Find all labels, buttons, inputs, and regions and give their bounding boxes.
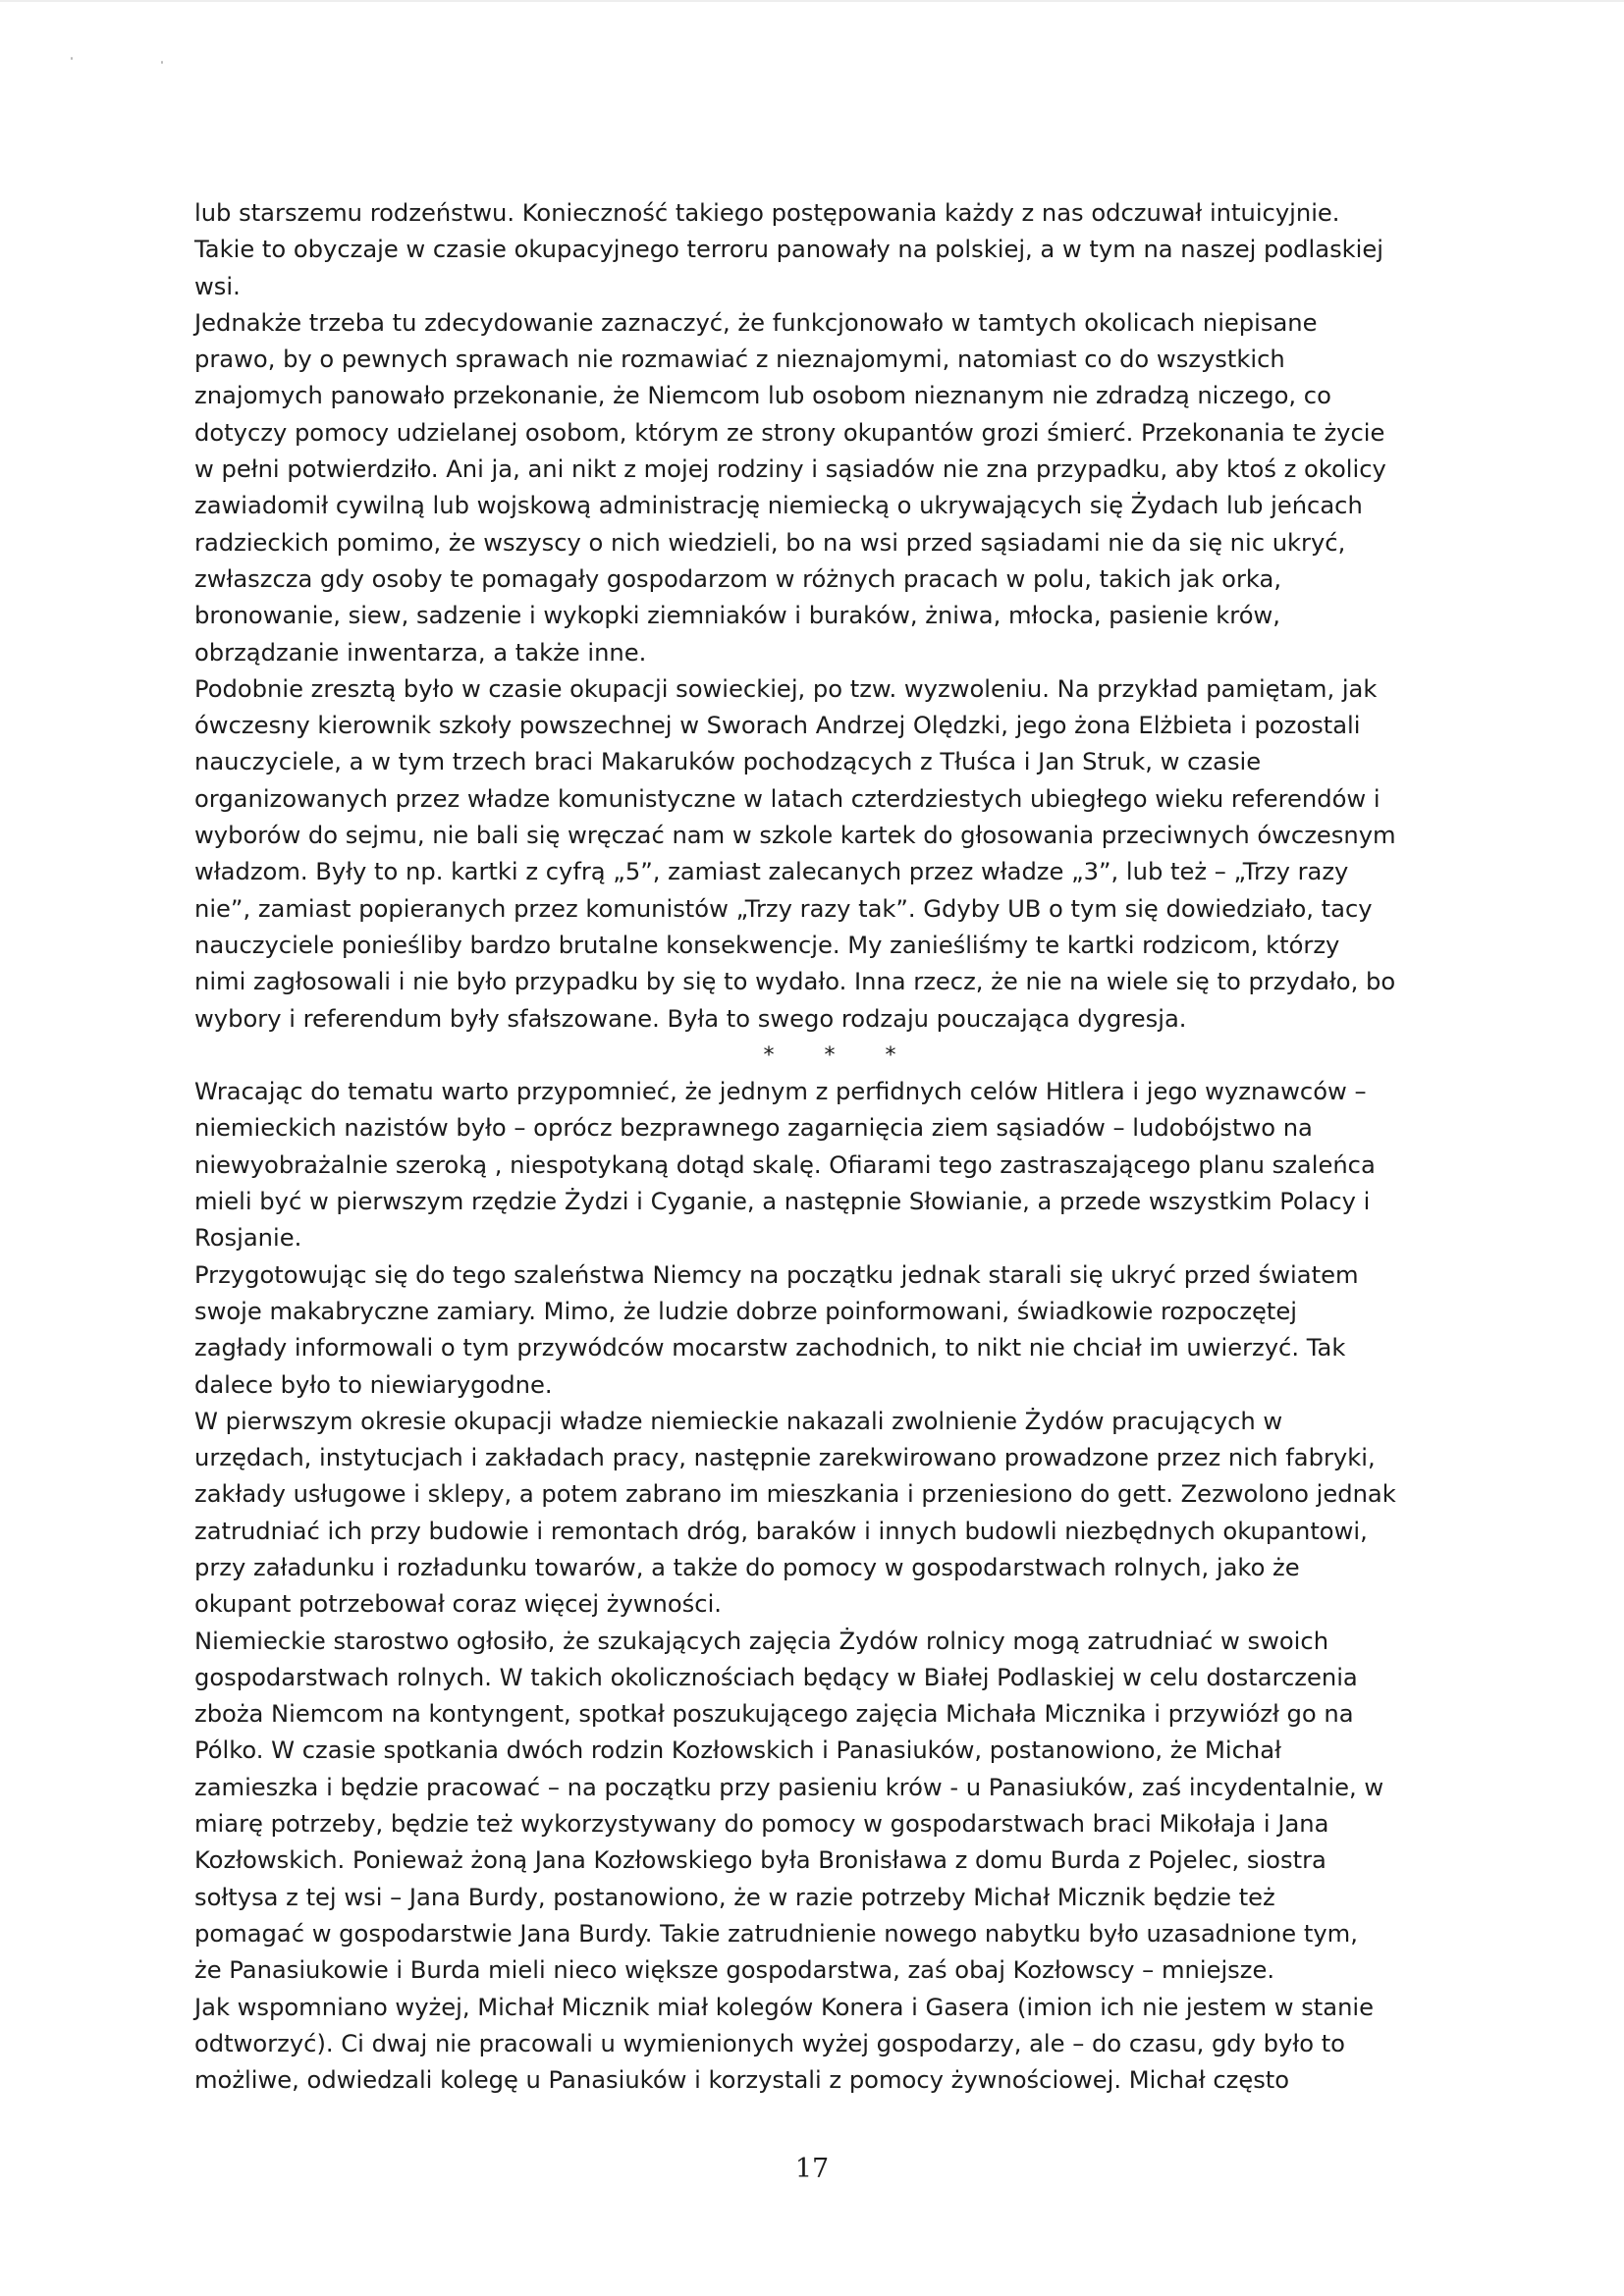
section-separator: * * * (763, 1042, 918, 1068)
paragraph-2: Jednakże trzeba tu zdecydowanie zaznaczyć, że funkcjonowało w tamtych okolicach niepisane prawo, by o pewnych sprawach nie rozmawiać z nieznajomymi, natomiast co do wszystkich znajomych panowało przekonanie, że Niemcom lub osobom nieznanym nie zdradzą niczego, co dotyczy pomocy udzielanej osobom, którym ze strony okupantów grozi śmierć. Przekonania te życie w pełni potwierdziło. Ani ja, ani nikt z mojej rodziny i sąsiadów nie zna przypadku, aby ktoś z okolicy zawiadomił cywilną lub wojskową administrację niemiecką o ukrywających się Żydach lub jeńcach radzieckich pomimo, że wszyscy o nich wiedzieli, bo na wsi przed sąsiadami nie da się nic ukryć, zwłaszcza gdy osoby te pomagały gospodarzom w różnych pracach w polu, takich jak orka, bronowanie, siew, sadzenie i wykopki ziemniaków i buraków, żniwa, młocka, pasienie krów, obrządzanie inwentarza, a także inne. (194, 308, 1386, 667)
paragraph-3: Podobnie zresztą było w czasie okupacji sowieckiej, po tzw. wyzwoleniu. Na przykład pamiętam, jak ówczesny kierownik szkoły powszechnej w Sworach Andrzej Olędzki, jego żona Elżbieta i pozostali nauczyciele, a w tym trzech braci Makaruków pochodzących z Tłuśca i Jan Struk, w czasie organizowanych przez władze komunistyczne w latach czterdziestych ubiegłego wieku referendów i wyborów do sejmu, nie bali się wręczać nam w szkole kartek do głosowania przeciwnych ówczesnym władzom. Były to np. kartki z cyfrą „5”, zamiast zalecanych przez władze „3”, lub też – „Trzy razy nie”, zamiast popieranych przez komunistów „Trzy razy tak”. Gdyby UB o tym się dowiedziało, tacy nauczyciele ponieśliby bardzo brutalne konsekwencje. My zanieśliśmy te kartki rodzicom, którzy nimi zagłosowali i nie było przypadku by się to wydało. Inna rzecz, że nie na wiele się to przydało, bo wybory i referendum były sfałszowane. Była to swego rodzaju pouczająca dygresja. (194, 674, 1396, 1033)
paragraph-6: W pierwszym okresie okupacji władze niemieckie nakazali zwolnienie Żydów pracujących w urzędach, instytucjach i zakładach pracy, następnie zarekwirowano prowadzone przez nich fabryki, zakłady usługowe i sklepy, a potem zabrano im mieszkania i przeniesiono do gett. Zezwolono jednak zatrudniać ich przy budowie i remontach dróg, baraków i innych budowli niezbędnych okupantowi, przy załadunku i rozładunku towarów, a także do pomocy w gospodarstwach rolnych, jako że okupant potrzebował coraz więcej żywności. (194, 1407, 1396, 1619)
body-text (194, 195, 1461, 2099)
paragraph-5: Przygotowując się do tego szaleństwa Niemcy na początku jednak starali się ukryć przed światem swoje makabryczne zamiary. Mimo, że ludzie dobrze poinformowani, świadkowie rozpoczętej zagłady informowali o tym przywódców mocarstw zachodnich, to nikt nie chciał im uwierzyć. Tak dalece było to niewiarygodne. (194, 1260, 1359, 1399)
paragraph-8: Jak wspomniano wyżej, Michał Micznik miał kolegów Konera i Gasera (imion ich nie jestem w stanie odtworzyć). Ci dwaj nie pracowali u wymienionych wyżej gospodarzy, ale – do czasu, gdy było to możliwe, odwiedzali kolegę u Panasiuków i korzystali z pomocy żywnościowej. Michał często (194, 1993, 1375, 2095)
scan-top-edge (0, 0, 1624, 2)
scan-speck (71, 57, 73, 60)
paragraph-7: Niemieckie starostwo ogłosiło, że szukających zajęcia Żydów rolnicy mogą zatrudniać w swoich gospodarstwach rolnych. W takich okolicznościach będący w Białej Podlaskiej w celu dostarczenia zboża Niemcom na kontyngent, spotkał poszukującego zajęcia Michała Micznika i przywiózł go na Pólko. W czasie spotkania dwóch rodzin Kozłowskich i Panasiuków, postanowiono, że Michał zamieszka i będzie pracować – na początku przy pasieniu krów - u Panasiuków, zaś incydentalnie, w miarę potrzeby, będzie też wykorzystywany do pomocy w gospodarstwach braci Mikołaja i Jana Kozłowskich. Ponieważ żoną Jana Kozłowskiego była Bronisława z domu Burda z Pojelec, siostra sołtysa z tej wsi – Jana Burdy, postanowiono, że w razie potrzeby Michał Micznik będzie też pomagać w gospodarstwie Jana Burdy. Takie zatrudnienie nowego nabytku było uzasadnione tym, że Panasiukowie i Burda mieli nieco większe gospodarstwa, zaś obaj Kozłowscy – mniejsze. (194, 1627, 1384, 1985)
scan-speck (161, 61, 163, 64)
paragraph-1: lub starszemu rodzeństwu. Konieczność takiego postępowania każdy z nas odczuwał intuicyjnie. Takie to obyczaje w czasie okupacyjnego terroru panowały na polskiej, a w tym na naszej podlaskiej wsi. (194, 199, 1384, 300)
page-number: 17 (794, 2154, 830, 2184)
paragraph-4: Wracając do tematu warto przypomnieć, że jednym z perfidnych celów Hitlera i jego wyznawców – niemieckich nazistów było – oprócz bezprawnego zagarnięcia ziem sąsiadów – ludobójstwo na niewyobrażalnie szeroką , niespotykaną dotąd skalę. Ofiarami tego zastraszającego planu szaleńca mieli być w pierwszym rzędzie Żydzi i Cyganie, a następnie Słowianie, a przede wszystkim Polacy i Rosjanie. (194, 1078, 1376, 1253)
